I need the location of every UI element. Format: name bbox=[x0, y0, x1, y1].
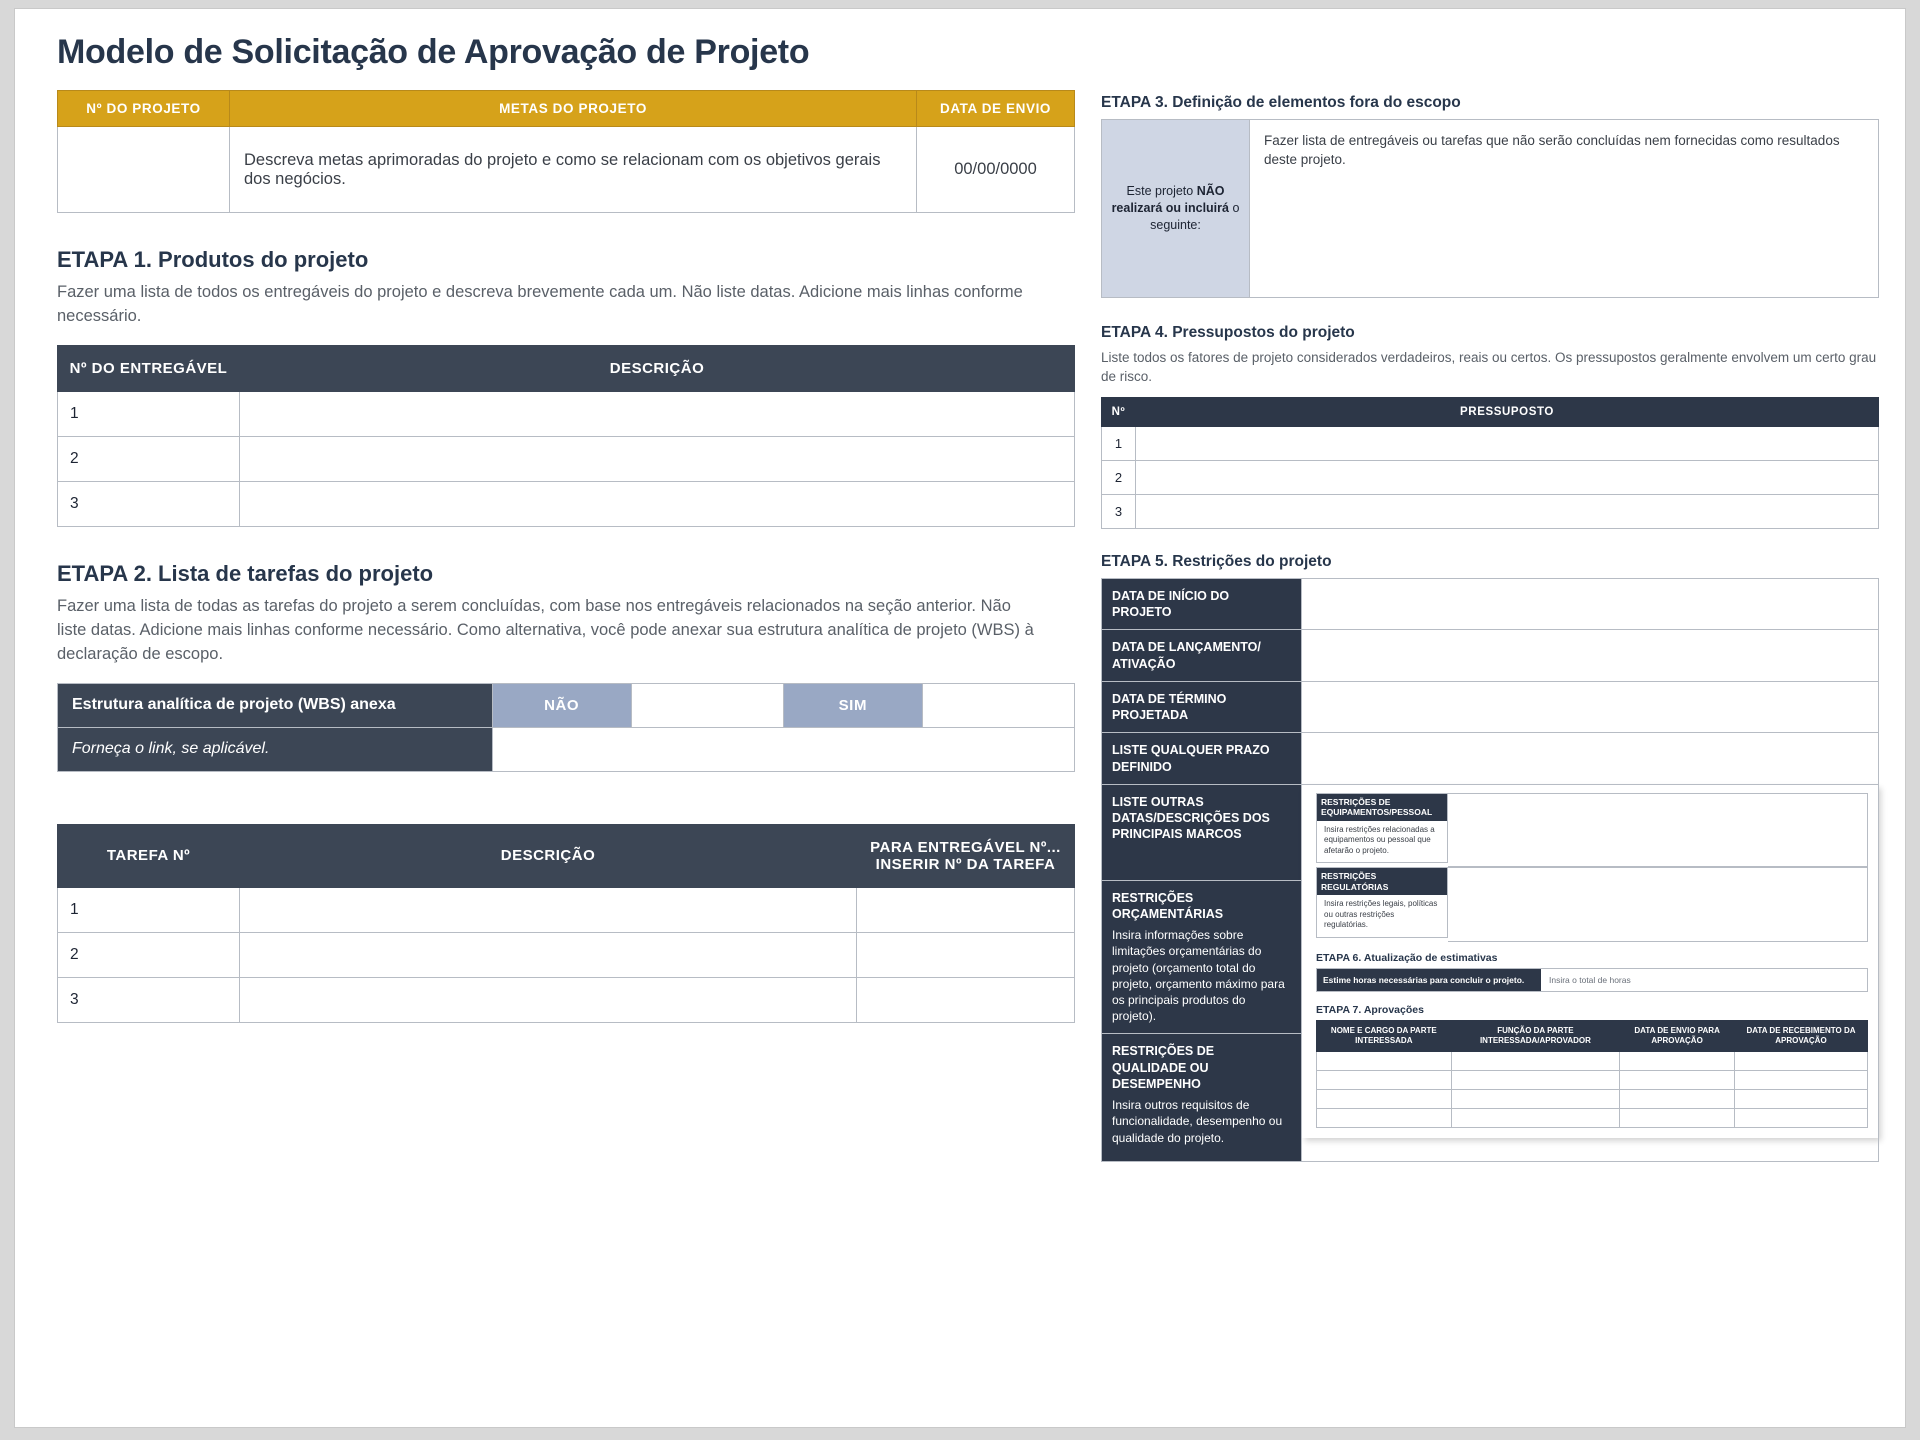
step3-table bbox=[1101, 119, 1879, 298]
table-row bbox=[58, 391, 1075, 436]
table-row bbox=[1317, 1070, 1868, 1089]
table-row bbox=[1102, 426, 1879, 460]
mini-box-equipment-title: RESTRIÇÕES DE EQUIPAMENTOS/PESSOAL bbox=[1317, 794, 1447, 821]
step4-description: Liste todos os fatores de projeto considerados verdadeiros, reais ou certos. Os pressupostos geralmente envolvem um certo grau de risco. bbox=[1101, 350, 1877, 384]
col-received-date: DATA DE RECEBIMENTO DA APROVAÇÃO bbox=[1734, 1020, 1867, 1051]
step6-input[interactable]: Insira o total de horas bbox=[1549, 974, 1631, 985]
step5-heading: ETAPA 5. Restrições do projeto bbox=[1101, 552, 1332, 570]
nested-panel bbox=[1302, 784, 1879, 1162]
cell-task-description[interactable] bbox=[240, 887, 857, 932]
step1-table bbox=[57, 345, 1075, 527]
table-header-row bbox=[1102, 397, 1879, 426]
col-sent-date: DATA DE ENVIO PARA APROVAÇÃO bbox=[1620, 1020, 1735, 1051]
wbs-table bbox=[57, 683, 1075, 772]
cell-stakeholder-role[interactable] bbox=[1451, 1089, 1620, 1108]
cell-stakeholder-name[interactable] bbox=[1317, 1070, 1452, 1089]
table-row bbox=[58, 481, 1075, 526]
cell-task-description[interactable] bbox=[240, 932, 857, 977]
col-stakeholder-name: NOME E CARGO DA PARTE INTERESSADA bbox=[1317, 1020, 1452, 1051]
table-row bbox=[1102, 733, 1879, 785]
mini-box-regulatory-text: Insira restrições legais, políticas ou outras restrições regulatórias. bbox=[1324, 899, 1438, 930]
table-row bbox=[1102, 784, 1879, 880]
step5-table bbox=[1101, 578, 1879, 1163]
wbs-option-yes[interactable]: SIM bbox=[783, 683, 922, 727]
mini-box-row-1 bbox=[1316, 793, 1868, 867]
mini-box-row-2 bbox=[1316, 867, 1868, 941]
label-start-date: DATA DE INÍCIO DO PROJETO bbox=[1102, 578, 1302, 630]
budget-title: RESTRIÇÕES ORÇAMENTÁRIAS bbox=[1112, 890, 1224, 922]
step4-heading: ETAPA 4. Pressupostos do projeto bbox=[1101, 324, 1355, 341]
wbs-option-no[interactable]: NÃO bbox=[492, 683, 631, 727]
quality-title: RESTRIÇÕES DE QUALIDADE OU DESEMPENHO bbox=[1112, 1044, 1215, 1091]
cell-task-number[interactable]: 1 bbox=[58, 887, 240, 932]
wbs-checkbox-no[interactable] bbox=[631, 683, 783, 727]
wbs-link-label: Forneça o link, se aplicável. bbox=[58, 727, 493, 771]
cell-sent-date[interactable] bbox=[1620, 1051, 1735, 1070]
mini-box-equipment bbox=[1316, 793, 1448, 863]
step3-label bbox=[1102, 120, 1250, 298]
cell-stakeholder-role[interactable] bbox=[1451, 1070, 1620, 1089]
table-row bbox=[58, 436, 1075, 481]
table-header-row bbox=[58, 91, 1075, 127]
col-stakeholder-role: FUNÇÃO DA PARTE INTERESSADA/APROVADOR bbox=[1451, 1020, 1620, 1051]
cell-task-number[interactable]: 3 bbox=[58, 977, 240, 1022]
cell-deliverable-description[interactable] bbox=[240, 391, 1075, 436]
cell-project-goals[interactable]: Descreva metas aprimoradas do projeto e como se relacionam com os objetivos gerais dos negócios. bbox=[230, 127, 917, 213]
col-assumption-number: Nº bbox=[1102, 397, 1136, 426]
table-row bbox=[1317, 1051, 1868, 1070]
cell-deliverable-number[interactable]: 3 bbox=[58, 481, 240, 526]
table-row bbox=[58, 932, 1075, 977]
step2-description: Fazer uma lista de todas as tarefas do projeto a serem concluídas, com base nos entregáveis relacionados na seção anterior. Não liste datas. Adicione mais linhas conforme necessário. Como alternativa, você pode anexar sua estrutura analítica de projeto (WBS) à declaração de escopo. bbox=[57, 596, 1034, 663]
value-deadline[interactable] bbox=[1302, 733, 1879, 785]
value-launch-date[interactable] bbox=[1302, 630, 1879, 682]
cell-received-date[interactable] bbox=[1734, 1108, 1867, 1127]
step3-heading: ETAPA 3. Definição de elementos fora do escopo bbox=[1101, 94, 1461, 111]
table-row bbox=[1102, 578, 1879, 630]
budget-text: Insira informações sobre limitações orçamentárias do projeto (orçamento total do projeto, orçamento máximo para os principais produtos do projeto). bbox=[1112, 928, 1285, 1024]
table-row bbox=[1317, 1108, 1868, 1127]
cell-assumption-number[interactable]: 3 bbox=[1102, 494, 1136, 528]
step2-heading: ETAPA 2. Lista de tarefas do projeto bbox=[57, 560, 434, 586]
cell-received-date[interactable] bbox=[1734, 1070, 1867, 1089]
mini-box-regulatory-title: RESTRIÇÕES REGULATÓRIAS bbox=[1317, 868, 1447, 895]
mini-box-regulatory bbox=[1316, 867, 1448, 937]
cell-submission-date[interactable]: 00/00/0000 bbox=[917, 127, 1075, 213]
cell-assumption-number[interactable]: 2 bbox=[1102, 460, 1136, 494]
step3-label-pre: Este projeto bbox=[1126, 184, 1197, 199]
col-task-deliverable-line1: PARA ENTREGÁVEL Nº... bbox=[870, 838, 1061, 856]
step2-table bbox=[57, 824, 1075, 1023]
step3-label-bold: NÃO realizará ou incluirá bbox=[1111, 184, 1229, 216]
table-header-row bbox=[58, 345, 1075, 391]
cell-stakeholder-role[interactable] bbox=[1451, 1051, 1620, 1070]
header-table bbox=[57, 90, 1075, 213]
wbs-row bbox=[58, 683, 1075, 727]
left-column bbox=[41, 90, 1075, 1162]
wbs-label: Estrutura analítica de projeto (WBS) anexa bbox=[58, 683, 493, 727]
page-title: Modelo de Solicitação de Aprovação de Projeto bbox=[57, 33, 810, 71]
wbs-link-input[interactable] bbox=[492, 727, 1074, 771]
mini-box-equipment-text: Insira restrições relacionadas a equipamentos ou pessoal que afetarão o projeto. bbox=[1324, 825, 1435, 855]
step1-heading: ETAPA 1. Produtos do projeto bbox=[57, 247, 369, 272]
step4-table bbox=[1101, 397, 1879, 529]
value-end-date[interactable] bbox=[1302, 681, 1879, 733]
label-milestones: LISTE OUTRAS DATAS/DESCRIÇÕES DOS PRINCIPAIS MARCOS bbox=[1102, 784, 1302, 880]
cell-deliverable-description[interactable] bbox=[240, 436, 1075, 481]
cell-assumption[interactable] bbox=[1136, 426, 1879, 460]
table-row bbox=[1102, 630, 1879, 682]
step6-heading: ETAPA 6. Atualização de estimativas bbox=[1316, 951, 1498, 964]
cell-sent-date[interactable] bbox=[1620, 1070, 1735, 1089]
table-row bbox=[58, 127, 1075, 213]
col-submission-date: DATA DE ENVIO bbox=[917, 91, 1075, 127]
table-row bbox=[1102, 120, 1879, 298]
table-row bbox=[1102, 494, 1879, 528]
table-row bbox=[1102, 681, 1879, 733]
mini-box-equipment-value[interactable] bbox=[1448, 793, 1868, 867]
col-task-deliverable-line2: INSERIR Nº DA TAREFA bbox=[875, 855, 1056, 873]
cell-task-deliverable[interactable] bbox=[857, 887, 1075, 932]
value-start-date[interactable] bbox=[1302, 578, 1879, 630]
quality-text: Insira outros requisitos de funcionalidade, desempenho ou qualidade do projeto. bbox=[1112, 1098, 1283, 1145]
cell-stakeholder-name[interactable] bbox=[1317, 1051, 1452, 1070]
label-quality-constraints bbox=[1102, 1034, 1302, 1162]
cell-received-date[interactable] bbox=[1734, 1089, 1867, 1108]
col-deliverable-description: DESCRIÇÃO bbox=[240, 345, 1075, 391]
cell-deliverable-number[interactable]: 2 bbox=[58, 436, 240, 481]
step3-label-post: o seguinte: bbox=[1150, 201, 1240, 232]
step6-label: Estime horas necessárias para concluir o projeto. bbox=[1317, 969, 1541, 991]
cell-stakeholder-name[interactable] bbox=[1317, 1108, 1452, 1127]
step3-body[interactable]: Fazer lista de entregáveis ou tarefas que não serão concluídas nem fornecidas como resultados deste projeto. bbox=[1250, 120, 1879, 298]
step7-table bbox=[1316, 1020, 1868, 1128]
cell-stakeholder-role[interactable] bbox=[1451, 1108, 1620, 1127]
step1-description: Fazer uma lista de todos os entregáveis do projeto e descreva brevemente cada um. Não liste datas. Adicione mais linhas conforme necessário. bbox=[57, 283, 1023, 325]
cell-stakeholder-name[interactable] bbox=[1317, 1089, 1452, 1108]
mini-box-regulatory-value[interactable] bbox=[1448, 867, 1868, 941]
label-deadline: LISTE QUALQUER PRAZO DEFINIDO bbox=[1102, 733, 1302, 785]
two-column-layout bbox=[41, 90, 1879, 1162]
cell-task-deliverable[interactable] bbox=[857, 977, 1075, 1022]
step7-heading: ETAPA 7. Aprovações bbox=[1316, 1003, 1424, 1016]
table-row bbox=[58, 887, 1075, 932]
cell-deliverable-description[interactable] bbox=[240, 481, 1075, 526]
nested-card bbox=[1302, 785, 1878, 1138]
cell-assumption[interactable] bbox=[1136, 494, 1879, 528]
cell-assumption-number[interactable]: 1 bbox=[1102, 426, 1136, 460]
table-row bbox=[58, 977, 1075, 1022]
label-launch-date: DATA DE LANÇAMENTO/ ATIVAÇÃO bbox=[1102, 630, 1302, 682]
table-header-row bbox=[1317, 1020, 1868, 1051]
table-row bbox=[1317, 1089, 1868, 1108]
cell-task-deliverable[interactable] bbox=[857, 932, 1075, 977]
cell-deliverable-number[interactable]: 1 bbox=[58, 391, 240, 436]
wbs-checkbox-yes[interactable] bbox=[922, 683, 1074, 727]
col-project-goals: METAS DO PROJETO bbox=[230, 91, 917, 127]
table-row bbox=[1102, 460, 1879, 494]
col-task-description: DESCRIÇÃO bbox=[240, 824, 857, 887]
right-column bbox=[1101, 90, 1879, 1162]
col-task-deliverable bbox=[857, 824, 1075, 887]
cell-task-number[interactable]: 2 bbox=[58, 932, 240, 977]
cell-sent-date[interactable] bbox=[1620, 1108, 1735, 1127]
col-task-number: TAREFA Nº bbox=[58, 824, 240, 887]
cell-assumption[interactable] bbox=[1136, 460, 1879, 494]
document-page bbox=[14, 8, 1906, 1428]
cell-sent-date[interactable] bbox=[1620, 1089, 1735, 1108]
cell-received-date[interactable] bbox=[1734, 1051, 1867, 1070]
table-header-row bbox=[58, 824, 1075, 887]
col-assumption: PRESSUPOSTO bbox=[1136, 397, 1879, 426]
wbs-link-row bbox=[58, 727, 1075, 771]
cell-project-number[interactable] bbox=[58, 127, 230, 213]
col-project-number: Nº DO PROJETO bbox=[58, 91, 230, 127]
label-end-date: DATA DE TÉRMINO PROJETADA bbox=[1102, 681, 1302, 733]
cell-task-description[interactable] bbox=[240, 977, 857, 1022]
label-budget-constraints bbox=[1102, 880, 1302, 1034]
step6-row bbox=[1316, 968, 1868, 992]
col-deliverable-number: Nº DO ENTREGÁVEL bbox=[58, 345, 240, 391]
